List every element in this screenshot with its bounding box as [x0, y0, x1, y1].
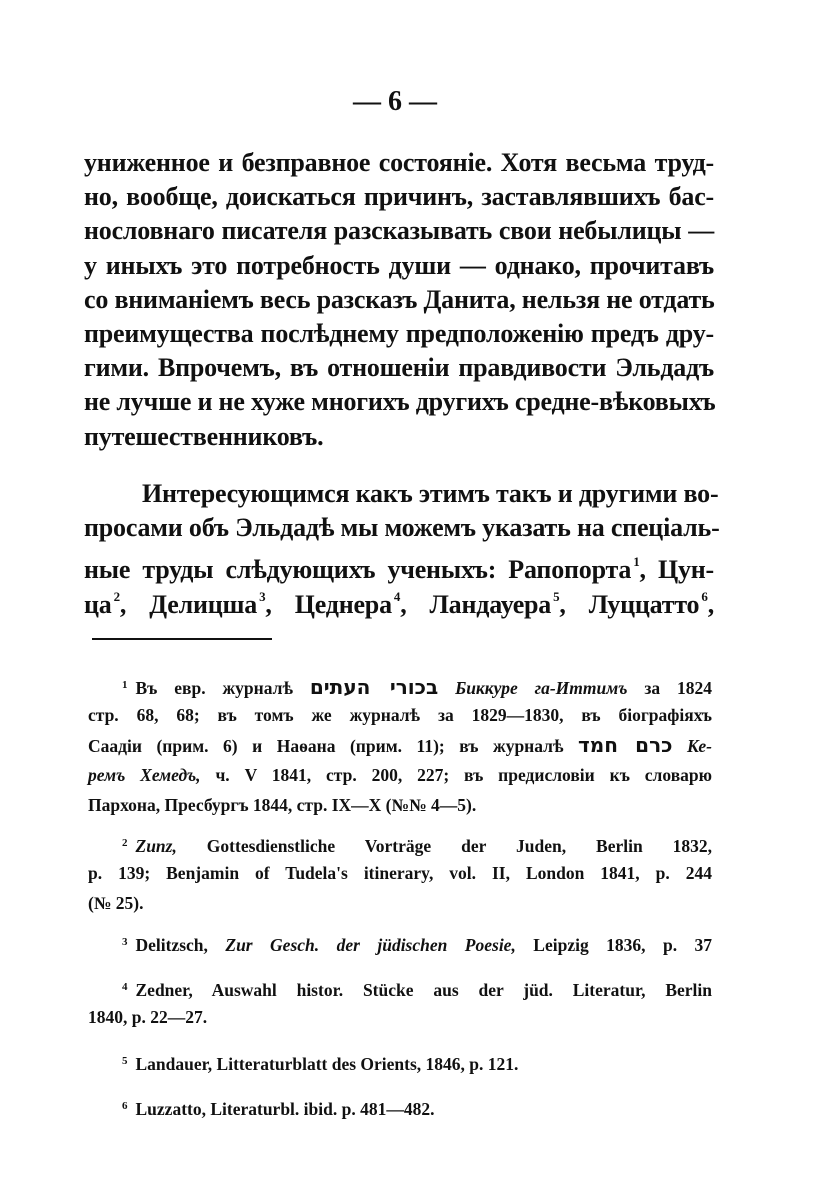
hebrew-title: בכורי העתים — [309, 675, 439, 699]
footnote-reference[interactable]: 6 — [701, 588, 708, 604]
text-fragment: Ке- — [686, 736, 713, 756]
text-fragment: Zedner, — [135, 980, 193, 1000]
footnote-2 — [88, 828, 712, 918]
footnote-mark: 4 — [122, 981, 128, 993]
footnote-reference[interactable]: 5 — [553, 588, 560, 604]
footnote-line: 1840, p. 22—27. — [88, 1007, 208, 1027]
hebrew-title: כרם חמד — [578, 733, 673, 757]
text-fragment: Leipzig 1836, p. 37 — [533, 935, 713, 955]
text-line — [84, 545, 714, 585]
footnote-line — [88, 828, 712, 858]
text-fragment: Luzzatto, Literaturbl. ibid. p. 481—482. — [135, 1099, 435, 1119]
footnote-4 — [88, 972, 712, 1032]
text-fragment: Zur Gesch. der jüdischen Poesie, — [225, 935, 516, 955]
footnote-line — [88, 760, 712, 790]
footnote-mark: 5 — [122, 1055, 128, 1067]
page-number: — 6 — — [353, 86, 437, 117]
footnote-mark: 1 — [122, 679, 128, 691]
text-line: просами объ Эльдадѣ мы можемъ указать на спеціаль- — [84, 513, 720, 543]
footnote-6 — [88, 1091, 712, 1121]
text-line: но, вообще, доискаться причинъ, заставлявшихъ бас- — [84, 182, 714, 212]
paragraph-2 — [84, 477, 720, 619]
text-fragment: Delitzsch, — [135, 935, 208, 955]
text-fragment: , — [707, 589, 714, 619]
footnote-reference[interactable]: 2 — [113, 588, 120, 604]
footnote-reference[interactable]: 1 — [633, 554, 640, 570]
footnote-line: Пархона, Пресбургъ 1844, стр. IX—X (№№ 4—5). — [88, 795, 477, 815]
text-fragment: за 1824 — [644, 678, 712, 698]
text-fragment: Саадіи (прим. 6) и Наѳана (прим. 11); въ журналѣ — [88, 736, 564, 756]
footnote-line: p. 139; Benjamin of Tudela's itinerary, vol. II, London 1841, p. 244 — [88, 863, 712, 883]
footnote-reference[interactable]: 4 — [393, 588, 401, 604]
footnote-mark: 2 — [122, 837, 128, 849]
footnote-line: стр. 68, 68; въ томъ же журналѣ за 1829—1830, въ біографіяхъ — [88, 705, 712, 725]
footnote-reference[interactable]: 3 — [259, 588, 266, 604]
text-fragment: , Цеднера — [265, 589, 392, 619]
text-fragment: ремъ Хемедъ, — [88, 765, 201, 785]
text-fragment: Landauer, Litteraturblatt des Orients, 1846, p. 121. — [135, 1054, 519, 1074]
text-line: гими. Впрочемъ, въ отношеніи правдивости Эльдадъ — [84, 353, 714, 383]
text-fragment: Zunz, — [135, 836, 177, 856]
footnote-line — [88, 1046, 712, 1076]
text-fragment: ч. V 1841, стр. 200, 227; въ предисловіи къ словарю — [215, 765, 712, 785]
text-fragment: Биккуре га-Иттимъ — [455, 678, 628, 698]
text-fragment: , Делицша — [119, 589, 258, 619]
footnote-line: (№ 25). — [88, 893, 144, 913]
footnote-3 — [88, 927, 712, 957]
text-fragment: , Ландауера — [400, 589, 552, 619]
footnote-line — [88, 730, 712, 760]
footnote-5 — [88, 1046, 712, 1076]
text-line: униженное и безправное состояніе. Хотя весьма труд- — [84, 148, 714, 177]
text-line — [84, 580, 714, 619]
text-line: Интересующимся какъ этимъ такъ и другими во- — [142, 479, 719, 508]
text-fragment: , Луццатто — [559, 589, 700, 619]
text-fragment: Въ евр. журналѣ — [135, 678, 293, 698]
text-line: у иныхъ это потребность души — однако, прочитавъ — [84, 250, 714, 280]
footnote-mark: 3 — [122, 936, 128, 948]
footnote-mark: 6 — [122, 1100, 128, 1112]
text-line: нословнаго писателя разсказывать свои небылицы — — [84, 216, 714, 246]
paragraph-1 — [84, 146, 714, 454]
footnote-line — [88, 1091, 712, 1121]
text-line: преимущества послѣднему предположенію предъ дру- — [84, 318, 714, 348]
footnote-1 — [88, 670, 712, 820]
footnote-line — [88, 972, 712, 1002]
text-fragment: Gottesdienstliche Vorträge der Juden, Berlin 1832, — [206, 836, 713, 856]
text-line: не лучше и не хуже многихъ другихъ средне-вѣковыхъ — [84, 387, 716, 417]
text-fragment: ные труды слѣдующихъ ученыхъ: Рапопорта — [84, 555, 632, 585]
text-fragment: , Цун- — [639, 555, 714, 585]
footnote-line — [88, 927, 712, 957]
text-line: путешественниковъ. — [84, 421, 324, 451]
footnote-divider — [92, 638, 272, 640]
text-fragment: Auswahl histor. Stücke aus der jüd. Literatur, Berlin — [211, 980, 712, 1000]
text-line: со вниманіемъ весь разсказъ Данита, нельзя не отдать — [84, 284, 715, 314]
text-fragment: ца — [84, 589, 112, 619]
footnote-line — [88, 670, 712, 700]
